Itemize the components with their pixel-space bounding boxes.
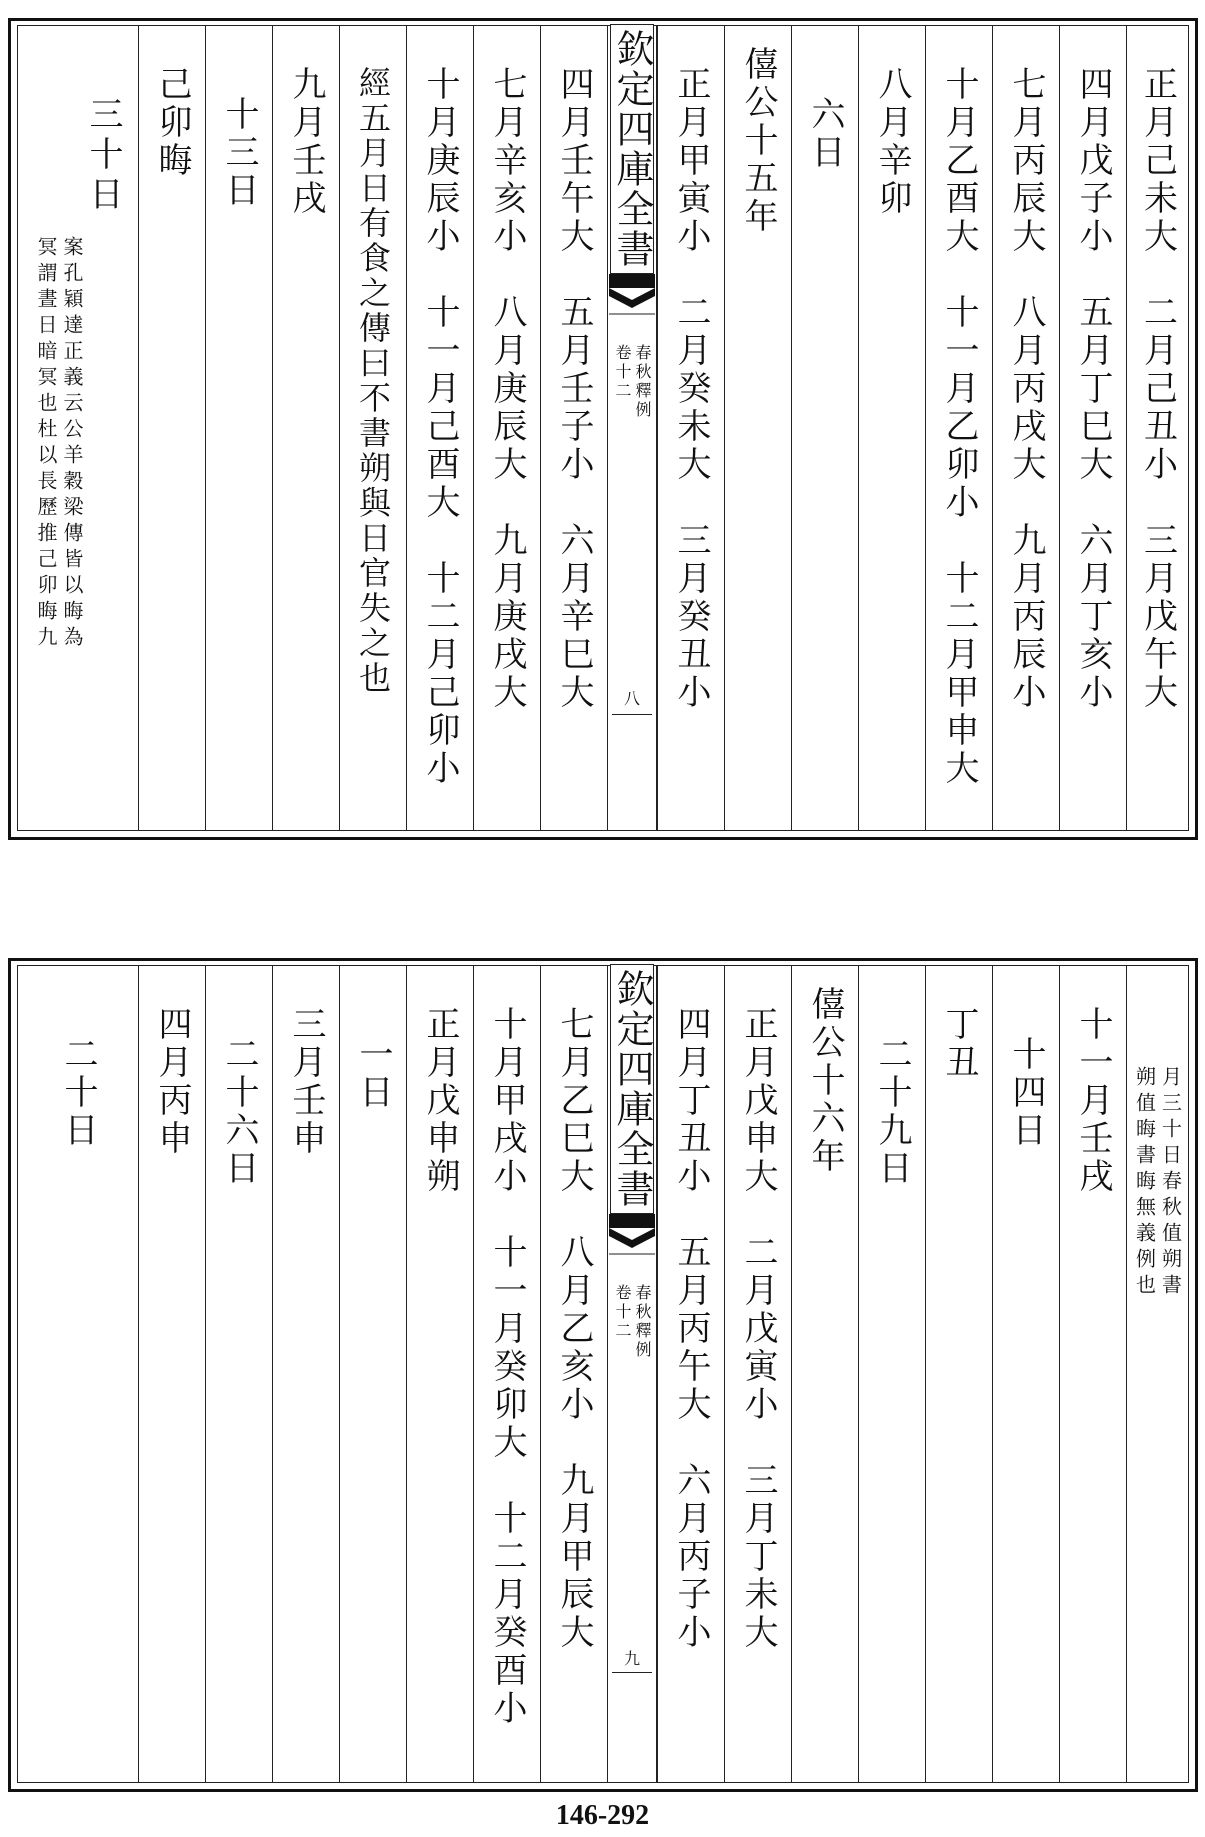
top-col-6 xyxy=(791,26,858,830)
top-col-11 xyxy=(406,26,473,830)
bottom-fold-line xyxy=(612,1672,652,1673)
bottom-fold-title: 欽定四庫全書 xyxy=(610,964,654,1214)
top-col-1-seg-2: 二月己丑小 xyxy=(1137,294,1178,484)
bottom-col-4-text: 丁丑 xyxy=(939,1006,979,1082)
top-col-3-seg-3: 九月丙辰小 xyxy=(1006,522,1046,712)
bottom-col-6-text: 僖公十六年 xyxy=(805,986,845,1176)
top-fishtail-mark xyxy=(609,274,655,324)
bottom-col-1-annotation xyxy=(1132,1066,1183,1300)
page-label: 146-292 xyxy=(555,1800,650,1831)
top-col-15-text: 己卯晦 xyxy=(152,66,192,180)
top-col-11-seg-3: 十二月己卯小 xyxy=(420,560,460,788)
bottom-col-10-seg-1: 十月甲戌小 xyxy=(487,1006,527,1196)
top-fold-column xyxy=(607,26,657,830)
top-col-12-text: 經五月日有食之傳曰不書朔與日官失之也 xyxy=(354,66,392,696)
top-annotation-line-2: 冥謂晝日暗冥也杜以長歷推己卯晦九 xyxy=(34,236,58,652)
bottom-fold-book-title: 春秋釋例 xyxy=(633,1284,652,1360)
bottom-col-13-text: 三月壬申 xyxy=(286,1006,326,1158)
bottom-col-10-seg-2: 十一月癸卯大 xyxy=(487,1234,527,1462)
top-col-14 xyxy=(205,26,272,830)
bottom-col-15 xyxy=(138,966,205,1782)
bottom-page-columns xyxy=(17,965,1189,1783)
top-col-11-seg-2: 十一月己酉大 xyxy=(420,294,460,522)
top-col-2-seg-2: 五月丁巳大 xyxy=(1073,294,1113,484)
top-col-15 xyxy=(138,26,205,830)
top-fold-line xyxy=(612,714,652,715)
top-col-7 xyxy=(724,26,791,830)
bottom-col-7-seg-3: 三月丁未大 xyxy=(738,1462,778,1652)
bottom-col-10 xyxy=(473,966,540,1782)
top-col-10-seg-3: 九月庚戌大 xyxy=(487,522,527,712)
top-col-10-seg-1: 七月辛亥小 xyxy=(487,66,527,256)
bottom-col-6 xyxy=(791,966,858,1782)
bottom-col-7-seg-1: 正月戊申大 xyxy=(738,1006,778,1196)
bottom-col-1-note xyxy=(1126,966,1188,1782)
bottom-col-10-seg-3: 十二月癸酉小 xyxy=(487,1500,527,1728)
top-col-1-seg-3: 三月戊午大 xyxy=(1137,522,1178,712)
bottom-annotation-line-1: 月三十日春秋值朔書 xyxy=(1158,1066,1183,1300)
bottom-col-11-text: 正月戊申朔 xyxy=(420,1006,460,1196)
bottom-col-3-text: 十四日 xyxy=(1006,1036,1046,1150)
top-col-16-note xyxy=(18,26,138,830)
bottom-col-3 xyxy=(992,966,1059,1782)
bottom-fold-subtitle xyxy=(614,1284,650,1360)
bottom-col-7 xyxy=(724,966,791,1782)
bottom-col-14 xyxy=(205,966,272,1782)
top-col-3-seg-2: 八月丙戌大 xyxy=(1006,294,1046,484)
top-fold-volume: 卷十二 xyxy=(613,344,632,401)
top-col-5 xyxy=(858,26,925,830)
bottom-col-9-seg-1: 七月乙巳大 xyxy=(554,1006,594,1196)
bottom-col-9-seg-2: 八月乙亥小 xyxy=(554,1234,594,1424)
top-col-13-text: 九月壬戌 xyxy=(286,66,326,218)
bottom-fold-column xyxy=(607,966,657,1782)
top-col-4-seg-1: 十月乙酉大 xyxy=(939,66,979,256)
top-fold-subtitle xyxy=(614,344,650,420)
bottom-col-14-text: 二十六日 xyxy=(219,1036,259,1188)
top-col-8-seg-2: 二月癸未大 xyxy=(671,294,711,484)
top-col-7-text: 僖公十五年 xyxy=(738,46,778,236)
bottom-fishtail-mark xyxy=(609,1214,655,1264)
top-col-5-text: 八月辛卯 xyxy=(872,66,912,218)
top-col-6-text: 六日 xyxy=(805,96,845,172)
bottom-col-4 xyxy=(925,966,992,1782)
bottom-col-8-seg-3: 六月丙子小 xyxy=(671,1462,711,1652)
top-col-3 xyxy=(992,26,1059,830)
top-col-9 xyxy=(540,26,607,830)
top-col-16-annotation xyxy=(36,236,82,652)
top-page xyxy=(8,18,1198,840)
top-annotation-line-1: 案孔穎達正義云公羊穀梁傳皆以晦為 xyxy=(60,236,84,652)
bottom-col-5-text: 二十九日 xyxy=(872,1036,912,1188)
top-fold-title: 欽定四庫全書 xyxy=(610,24,654,274)
top-col-10-seg-2: 八月庚辰大 xyxy=(487,294,527,484)
top-col-13 xyxy=(272,26,339,830)
top-col-8-seg-3: 三月癸丑小 xyxy=(671,522,711,712)
bottom-col-16 xyxy=(18,966,138,1782)
top-fold-page-number: 八 xyxy=(623,689,641,708)
top-col-1-seg-1: 正月己未大 xyxy=(1137,66,1178,256)
bottom-col-8-seg-2: 五月丙午大 xyxy=(671,1234,711,1424)
bottom-col-5 xyxy=(858,966,925,1782)
top-col-9-seg-2: 五月壬子小 xyxy=(554,294,594,484)
top-fold-book-title: 春秋釋例 xyxy=(633,344,652,420)
bottom-col-8 xyxy=(657,966,724,1782)
bottom-col-12-text: 一日 xyxy=(353,1036,393,1112)
bottom-fold-page-number: 九 xyxy=(623,1649,641,1668)
top-col-11-seg-1: 十月庚辰小 xyxy=(420,66,460,256)
top-col-8-seg-1: 正月甲寅小 xyxy=(671,66,711,256)
top-col-4-seg-3: 十二月甲申大 xyxy=(939,560,979,788)
top-col-9-seg-1: 四月壬午大 xyxy=(554,66,594,256)
top-page-columns xyxy=(17,25,1189,831)
bottom-col-13 xyxy=(272,966,339,1782)
top-col-16-main: 三十日 xyxy=(83,96,123,216)
bottom-annotation-line-2: 朔值晦書晦無義例也 xyxy=(1132,1066,1157,1300)
bottom-col-16-text: 二十日 xyxy=(58,1036,98,1150)
top-col-4 xyxy=(925,26,992,830)
bottom-col-9 xyxy=(540,966,607,1782)
bottom-fold-volume: 卷十二 xyxy=(613,1284,632,1341)
bottom-col-7-seg-2: 二月戊寅小 xyxy=(738,1234,778,1424)
top-col-9-seg-3: 六月辛巳大 xyxy=(554,522,594,712)
bottom-page xyxy=(8,958,1198,1792)
top-col-2-seg-3: 六月丁亥小 xyxy=(1073,522,1113,712)
bottom-col-11 xyxy=(406,966,473,1782)
top-col-12 xyxy=(339,26,406,830)
bottom-col-15-text: 四月丙申 xyxy=(152,1006,192,1158)
top-col-2-seg-1: 四月戊子小 xyxy=(1073,66,1113,256)
bottom-col-9-seg-3: 九月甲辰大 xyxy=(554,1462,594,1652)
top-col-4-seg-2: 十一月乙卯小 xyxy=(939,294,979,522)
top-col-2 xyxy=(1059,26,1126,830)
top-col-1 xyxy=(1126,26,1188,830)
top-col-3-seg-1: 七月丙辰大 xyxy=(1006,66,1046,256)
bottom-col-2-text: 十一月壬戌 xyxy=(1073,1006,1113,1196)
top-col-8 xyxy=(657,26,724,830)
top-col-10 xyxy=(473,26,540,830)
bottom-col-2 xyxy=(1059,966,1126,1782)
top-col-14-text: 十三日 xyxy=(219,96,259,210)
bottom-col-8-seg-1: 四月丁丑小 xyxy=(671,1006,711,1196)
bottom-col-12 xyxy=(339,966,406,1782)
